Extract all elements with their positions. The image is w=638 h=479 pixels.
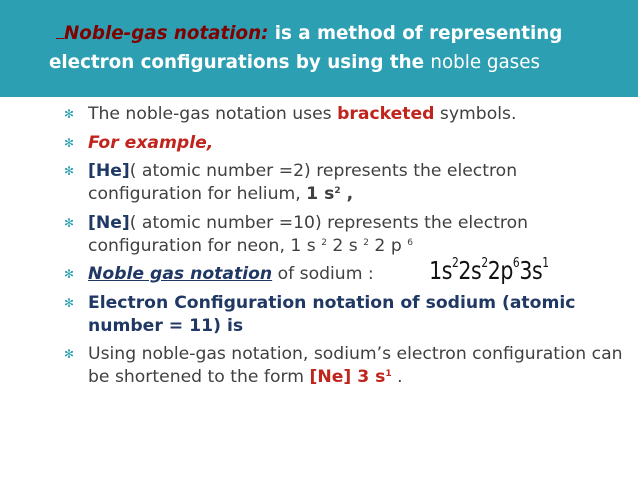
neon-config-2s: 2 s <box>326 235 364 256</box>
title-by-using: by using the <box>289 52 431 73</box>
title-term: Noble-gas notation: <box>64 23 269 44</box>
f-2s: 2s <box>458 256 482 285</box>
asterisk-bullet-icon: ✻ <box>64 164 75 178</box>
title-definition: is a method of representing <box>268 23 563 44</box>
title-electron-configurations: electron configurations <box>49 52 290 73</box>
f-3s: 3s <box>519 256 543 285</box>
neon-config-1s: 1 s <box>290 235 322 256</box>
bullet-item-4 <box>64 212 624 258</box>
neon-symbol: [Ne] <box>88 212 130 233</box>
slide-title <box>49 19 624 77</box>
helium-config-sup: 2 <box>334 186 341 196</box>
bullet-1-tail: symbols. <box>434 104 517 124</box>
bullet-item-1 <box>64 103 624 126</box>
title-underline-mark <box>56 38 64 39</box>
sodium-short-sup: 1 <box>385 369 392 379</box>
neon-config-2p: 2 p <box>368 235 408 256</box>
bullet-item-2 <box>64 132 624 155</box>
f-1s-sup: 2 <box>452 256 459 271</box>
bracketed-word: bracketed <box>337 104 435 124</box>
slide-body <box>64 103 624 395</box>
title-line-2 <box>49 48 624 77</box>
sodium-short-config: [Ne] 3 s <box>309 367 386 387</box>
sodium-config-statement: Electron Configuration notation of sodium (atomic number = 11) is <box>88 292 576 336</box>
asterisk-bullet-icon: ✻ <box>64 215 75 230</box>
for-example-label: For example, <box>88 132 214 153</box>
sodium-full-config <box>429 256 548 285</box>
f-2p-sup: 6 <box>513 256 520 271</box>
asterisk-bullet-icon: ✻ <box>64 107 75 121</box>
asterisk-bullet-icon: ✻ <box>64 347 75 361</box>
helium-config: 1 s <box>306 184 335 204</box>
f-2p: 2p <box>487 256 514 285</box>
asterisk-bullet-icon: ✻ <box>64 267 75 281</box>
title-noble-gases: noble gases <box>430 52 540 73</box>
bullet-1-text: The noble-gas notation uses <box>88 104 338 124</box>
of-sodium-text: of sodium : <box>272 264 374 284</box>
sodium-tail: . <box>391 367 403 387</box>
sodium-configuration-image <box>426 252 552 289</box>
f-3s-sup: 1 <box>542 256 549 271</box>
f-2s-sup: 2 <box>481 256 488 271</box>
bullet-list <box>64 103 624 389</box>
asterisk-bullet-icon: ✻ <box>64 135 75 150</box>
neon-sup-1: 2 <box>321 237 327 248</box>
neon-sup-2: 2 <box>363 237 369 248</box>
f-1s: 1s <box>429 256 453 285</box>
noble-gas-notation-term: Noble gas notation <box>88 264 273 284</box>
helium-description: ( atomic number =2) represents the electron configuration for helium, <box>88 161 518 204</box>
title-banner <box>0 0 638 97</box>
helium-tail: , <box>340 184 354 204</box>
asterisk-bullet-icon: ✻ <box>64 295 75 310</box>
neon-sup-3: 6 <box>407 237 413 248</box>
helium-symbol: [He] <box>88 161 130 181</box>
bullet-item-7 <box>64 343 624 389</box>
sodium-shortened-text: Using noble-gas notation, sodium’s electron configuration can be shortened to the form <box>88 344 623 387</box>
bullet-item-3 <box>64 160 624 206</box>
neon-description: ( atomic number =10) represents the electron configuration for neon, <box>88 212 529 256</box>
bullet-item-6 <box>64 292 624 338</box>
